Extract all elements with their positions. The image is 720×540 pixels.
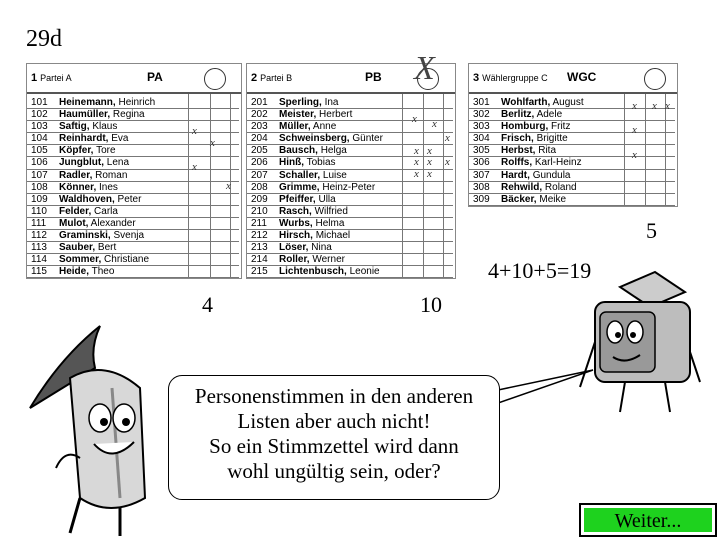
candidate-first-name: Ines bbox=[99, 181, 118, 193]
cross-mark: x bbox=[414, 156, 419, 168]
cross-mark: x bbox=[412, 113, 417, 125]
candidate-number: 306 bbox=[473, 157, 490, 169]
candidate-number: 206 bbox=[251, 157, 268, 169]
candidate-number: 107 bbox=[31, 169, 48, 181]
weiter-button[interactable] bbox=[579, 503, 717, 537]
candidate-first-name: Roman bbox=[95, 169, 128, 181]
candidate-number: 207 bbox=[251, 169, 268, 181]
candidate-last-name: Roller, bbox=[279, 254, 310, 266]
pencil-mascot-icon bbox=[20, 318, 165, 538]
candidate-last-name: Rasch, bbox=[279, 205, 312, 217]
candidate-row[interactable] bbox=[247, 266, 383, 278]
candidate-first-name: Christiane bbox=[104, 254, 150, 266]
candidate-row[interactable] bbox=[27, 254, 155, 266]
ballot-partei-a bbox=[26, 63, 242, 279]
candidate-row[interactable] bbox=[247, 206, 383, 218]
candidate-row[interactable] bbox=[27, 242, 155, 254]
list-label: Partei B bbox=[260, 73, 293, 83]
candidate-number: 214 bbox=[251, 254, 268, 266]
cross-mark: x bbox=[226, 180, 231, 192]
candidate-first-name: Heinz-Peter bbox=[322, 181, 376, 193]
candidate-row[interactable] bbox=[27, 194, 155, 206]
candidate-number: 208 bbox=[251, 181, 268, 193]
candidate-last-name: Hardt, bbox=[501, 169, 530, 181]
candidate-last-name: Frisch, bbox=[501, 133, 534, 145]
ballot-partei-b bbox=[246, 63, 456, 279]
list-vote-circle[interactable] bbox=[204, 68, 226, 90]
candidate-last-name: Heinemann, bbox=[59, 97, 116, 108]
cross-mark: x bbox=[445, 132, 450, 144]
candidate-first-name: August bbox=[552, 97, 584, 108]
candidate-last-name: Sommer, bbox=[59, 254, 102, 266]
candidate-number: 102 bbox=[31, 109, 48, 121]
candidate-last-name: Bausch, bbox=[279, 145, 318, 157]
candidate-first-name: Regina bbox=[112, 109, 145, 121]
speech-line: So ein Stimmzettel wird dann bbox=[209, 434, 459, 458]
candidate-number: 213 bbox=[251, 242, 268, 254]
cross-mark: x bbox=[665, 100, 670, 112]
candidate-number: 110 bbox=[31, 205, 47, 217]
candidate-number: 114 bbox=[31, 254, 47, 266]
candidate-number: 104 bbox=[31, 133, 48, 145]
candidate-row[interactable] bbox=[247, 230, 383, 242]
candidate-last-name: Jungblut, bbox=[59, 157, 104, 169]
speech-pointer-icon bbox=[498, 365, 598, 405]
candidate-number: 309 bbox=[473, 193, 490, 205]
candidate-number: 305 bbox=[473, 145, 490, 157]
candidate-last-name: Rolffs, bbox=[501, 157, 533, 169]
candidate-first-name: Herbert bbox=[319, 109, 353, 121]
candidate-last-name: Herbst, bbox=[501, 145, 536, 157]
candidate-last-name: Sperling, bbox=[279, 97, 322, 108]
candidate-last-name: Radler, bbox=[59, 169, 93, 181]
list-abbreviation: WGC bbox=[567, 70, 597, 84]
cross-mark: x bbox=[632, 100, 637, 112]
list-abbreviation: PB bbox=[365, 70, 382, 84]
candidate-number: 106 bbox=[31, 157, 48, 169]
candidate-first-name: Wilfried bbox=[314, 205, 348, 217]
cross-mark: x bbox=[652, 100, 657, 112]
candidate-first-name: Nina bbox=[311, 242, 332, 254]
list-label: Wählergruppe C bbox=[482, 73, 548, 83]
candidate-number: 303 bbox=[473, 121, 490, 133]
candidate-last-name: Wohlfarth, bbox=[501, 97, 551, 108]
candidate-number: 212 bbox=[251, 230, 268, 242]
candidate-row[interactable] bbox=[27, 145, 155, 157]
candidate-number: 103 bbox=[31, 121, 48, 133]
candidate-last-name: Berlitz, bbox=[501, 109, 535, 121]
candidate-row[interactable] bbox=[469, 97, 584, 109]
candidate-last-name: Müller, bbox=[279, 121, 311, 133]
cross-mark: x bbox=[432, 118, 437, 130]
candidate-first-name: Leonie bbox=[349, 266, 380, 278]
candidate-row[interactable] bbox=[27, 266, 155, 278]
count-partei-a: 4 bbox=[202, 292, 213, 317]
list-number: 2 bbox=[251, 72, 258, 84]
candidate-first-name: Svenja bbox=[113, 230, 145, 242]
candidate-last-name: Saftig, bbox=[59, 121, 90, 133]
candidate-row[interactable] bbox=[469, 157, 584, 169]
candidate-last-name: Grimme, bbox=[279, 181, 320, 193]
candidate-number: 115 bbox=[31, 266, 47, 278]
candidate-number: 308 bbox=[473, 181, 490, 193]
cross-mark: x bbox=[632, 124, 637, 136]
candidate-row[interactable] bbox=[27, 182, 155, 194]
candidate-first-name: Bert bbox=[97, 242, 117, 254]
candidate-list bbox=[27, 94, 241, 278]
candidate-number: 209 bbox=[251, 193, 268, 205]
candidate-last-name: Meister, bbox=[279, 109, 317, 121]
candidate-row[interactable] bbox=[469, 170, 584, 182]
candidate-first-name: Anne bbox=[312, 121, 337, 133]
candidate-first-name: Lena bbox=[106, 157, 130, 169]
candidate-number: 301 bbox=[473, 97, 490, 108]
list-number: 1 bbox=[31, 72, 38, 84]
candidate-row[interactable] bbox=[247, 242, 383, 254]
speech-line: Personenstimmen in den anderen bbox=[194, 384, 474, 408]
count-partei-b: 10 bbox=[420, 292, 442, 317]
candidate-last-name: Hirsch, bbox=[279, 230, 313, 242]
candidate-row[interactable] bbox=[469, 133, 584, 145]
vote-sum: 4+10+5=19 bbox=[488, 258, 592, 283]
slide-title: 29d bbox=[26, 26, 62, 52]
candidate-row[interactable] bbox=[469, 194, 584, 206]
candidate-row[interactable] bbox=[247, 194, 383, 206]
candidate-last-name: Homburg, bbox=[501, 121, 549, 133]
cross-mark: x bbox=[414, 145, 419, 157]
candidate-last-name: Hinß, bbox=[279, 157, 304, 169]
candidate-row[interactable] bbox=[469, 182, 584, 194]
candidate-first-name: Eva bbox=[111, 133, 129, 145]
cross-mark: x bbox=[192, 125, 197, 137]
candidate-row[interactable] bbox=[247, 133, 383, 145]
cross-mark: x bbox=[414, 168, 419, 180]
list-abbreviation: PA bbox=[147, 70, 163, 84]
candidate-last-name: Heide, bbox=[59, 266, 90, 278]
weiter-button-label: Weiter... bbox=[584, 508, 712, 532]
candidate-number: 203 bbox=[251, 121, 268, 133]
candidate-first-name: Roland bbox=[544, 181, 577, 193]
candidate-row[interactable] bbox=[247, 145, 383, 157]
candidate-first-name: Alexander bbox=[90, 217, 136, 229]
candidate-first-name: Luise bbox=[322, 169, 347, 181]
candidate-last-name: Löser, bbox=[279, 242, 309, 254]
candidate-last-name: Könner, bbox=[59, 181, 97, 193]
candidate-number: 204 bbox=[251, 133, 268, 145]
candidate-row[interactable] bbox=[469, 145, 584, 157]
candidate-first-name: Brigitte bbox=[536, 133, 568, 145]
cross-mark: x bbox=[192, 161, 197, 173]
candidate-last-name: Schweinsberg, bbox=[279, 133, 350, 145]
cross-mark: x bbox=[445, 156, 450, 168]
candidate-first-name: Karl-Heinz bbox=[534, 157, 582, 169]
candidate-number: 113 bbox=[31, 242, 47, 254]
candidate-last-name: Pfeiffer, bbox=[279, 193, 316, 205]
candidate-number: 111 bbox=[31, 217, 47, 229]
candidate-row[interactable] bbox=[27, 133, 155, 145]
candidate-row[interactable] bbox=[247, 97, 383, 109]
candidate-number: 112 bbox=[31, 230, 47, 242]
list-cross-mark: X bbox=[414, 50, 435, 87]
candidate-first-name: Helga bbox=[320, 145, 347, 157]
candidate-first-name: Ina bbox=[324, 97, 339, 108]
cross-mark: x bbox=[427, 168, 432, 180]
candidate-number: 304 bbox=[473, 133, 490, 145]
candidate-row[interactable] bbox=[27, 206, 155, 218]
candidate-list bbox=[247, 94, 455, 278]
candidate-row[interactable] bbox=[27, 157, 155, 169]
ballot-waehlergruppe-c bbox=[468, 63, 678, 207]
list-vote-circle[interactable] bbox=[644, 68, 666, 90]
candidate-first-name: Theo bbox=[91, 266, 115, 278]
candidate-number: 215 bbox=[251, 266, 268, 278]
candidate-last-name: Schaller, bbox=[279, 169, 321, 181]
candidate-last-name: Sauber, bbox=[59, 242, 96, 254]
count-waehlergruppe-c: 5 bbox=[646, 218, 657, 243]
cross-mark: x bbox=[427, 145, 432, 157]
candidate-first-name: Klaus bbox=[92, 121, 118, 133]
cross-mark: x bbox=[632, 149, 637, 161]
candidate-list bbox=[469, 94, 677, 206]
candidate-first-name: Werner bbox=[312, 254, 345, 266]
candidate-last-name: Mulot, bbox=[59, 217, 89, 229]
list-label: Partei A bbox=[40, 73, 72, 83]
candidate-first-name: Adele bbox=[536, 109, 563, 121]
candidate-row[interactable] bbox=[469, 121, 584, 133]
candidate-first-name: Tobias bbox=[306, 157, 336, 169]
speech-line: wohl ungültig sein, oder? bbox=[227, 459, 441, 483]
candidate-last-name: Lichtenbusch, bbox=[279, 266, 347, 278]
candidate-row[interactable] bbox=[27, 230, 155, 242]
candidate-number: 307 bbox=[473, 169, 490, 181]
candidate-first-name: Tore bbox=[96, 145, 116, 157]
candidate-row[interactable] bbox=[247, 121, 383, 133]
candidate-row[interactable] bbox=[469, 109, 584, 121]
candidate-number: 210 bbox=[251, 205, 268, 217]
candidate-row[interactable] bbox=[27, 121, 155, 133]
candidate-first-name: Rita bbox=[538, 145, 557, 157]
candidate-row[interactable] bbox=[247, 157, 383, 169]
candidate-first-name: Meike bbox=[539, 193, 567, 205]
speech-line: Listen aber auch nicht! bbox=[237, 409, 431, 433]
candidate-last-name: Wurbs, bbox=[279, 217, 313, 229]
candidate-last-name: Rehwild, bbox=[501, 181, 543, 193]
ballot-header bbox=[27, 64, 241, 94]
candidate-first-name: Helma bbox=[315, 217, 345, 229]
candidate-first-name: Carla bbox=[94, 205, 118, 217]
candidate-row[interactable] bbox=[247, 170, 383, 182]
candidate-first-name: Peter bbox=[117, 193, 142, 205]
candidate-row[interactable] bbox=[27, 218, 155, 230]
candidate-row[interactable] bbox=[27, 97, 155, 109]
candidate-first-name: Heinrich bbox=[118, 97, 156, 108]
cross-mark: x bbox=[210, 137, 215, 149]
candidate-number: 302 bbox=[473, 109, 490, 121]
candidate-last-name: Waldhoven, bbox=[59, 193, 115, 205]
candidate-first-name: Günter bbox=[352, 133, 383, 145]
candidate-row[interactable] bbox=[247, 109, 383, 121]
candidate-number: 205 bbox=[251, 145, 268, 157]
candidate-number: 101 bbox=[31, 97, 48, 108]
list-number: 3 bbox=[473, 72, 480, 84]
candidate-row[interactable] bbox=[247, 182, 383, 194]
cross-mark: x bbox=[427, 156, 432, 168]
candidate-last-name: Köpfer, bbox=[59, 145, 94, 157]
candidate-row[interactable] bbox=[247, 254, 383, 266]
candidate-first-name: Michael bbox=[315, 230, 351, 242]
candidate-row[interactable] bbox=[247, 218, 383, 230]
candidate-last-name: Bäcker, bbox=[501, 193, 537, 205]
candidate-last-name: Reinhardt, bbox=[59, 133, 109, 145]
candidate-number: 201 bbox=[251, 97, 268, 108]
ballot-header bbox=[469, 64, 677, 94]
candidate-first-name: Gundula bbox=[532, 169, 571, 181]
candidate-number: 109 bbox=[31, 193, 48, 205]
candidate-row[interactable] bbox=[27, 170, 155, 182]
candidate-first-name: Ulla bbox=[318, 193, 336, 205]
candidate-number: 202 bbox=[251, 109, 268, 121]
candidate-row[interactable] bbox=[27, 109, 155, 121]
candidate-number: 211 bbox=[251, 217, 267, 229]
candidate-first-name: Fritz bbox=[551, 121, 571, 133]
candidate-last-name: Graminski, bbox=[59, 230, 111, 242]
candidate-number: 108 bbox=[31, 181, 48, 193]
speech-bubble bbox=[168, 375, 500, 500]
candidate-number: 105 bbox=[31, 145, 48, 157]
candidate-last-name: Felder, bbox=[59, 205, 92, 217]
candidate-last-name: Haumüller, bbox=[59, 109, 111, 121]
